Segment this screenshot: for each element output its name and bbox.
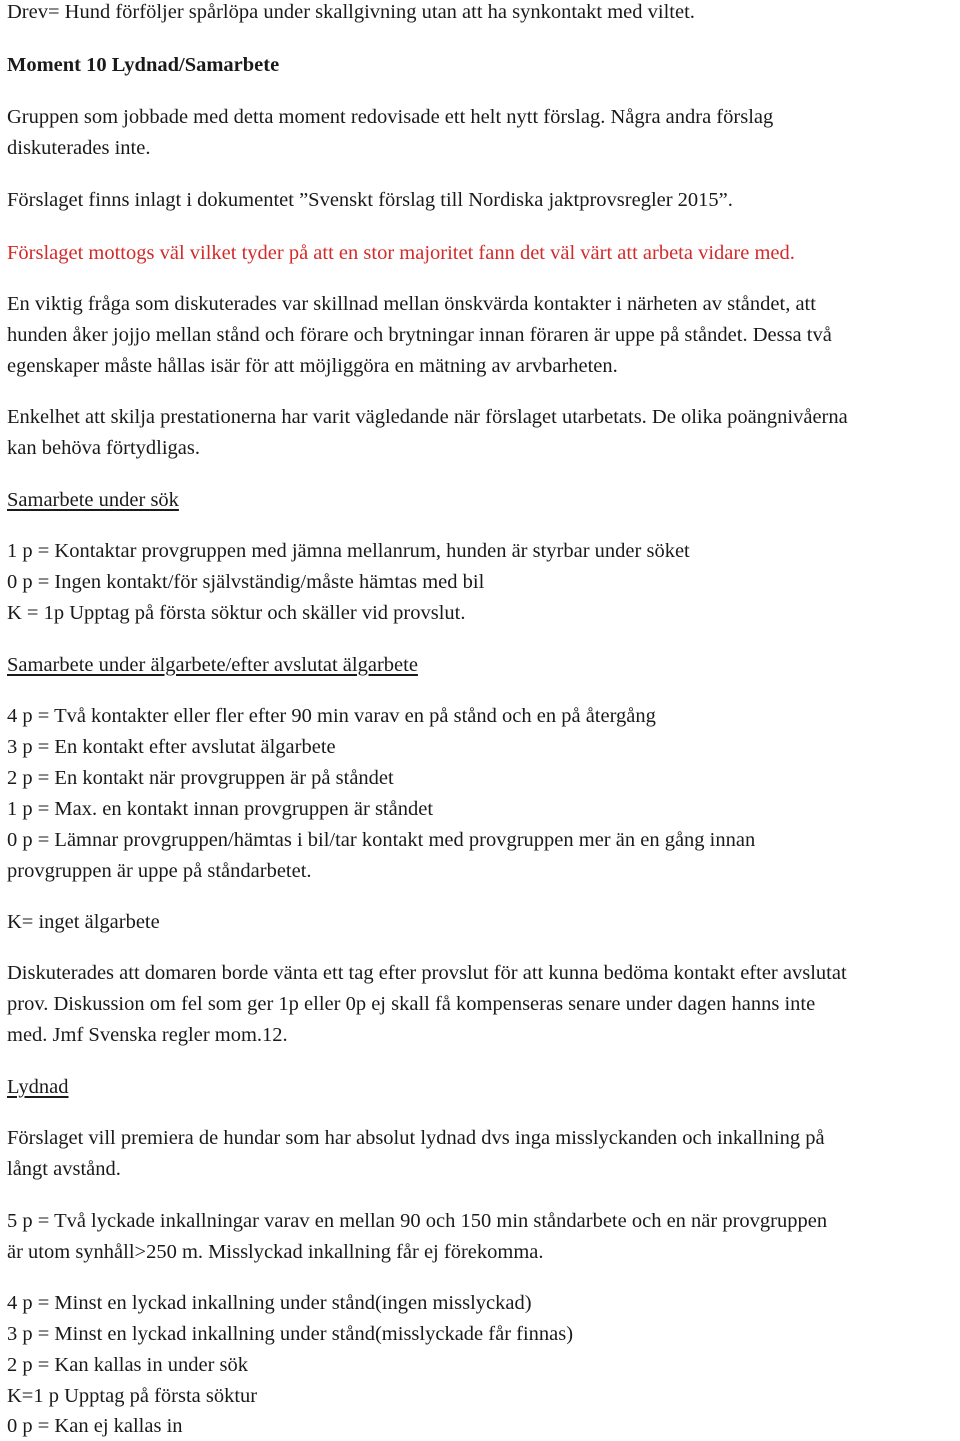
paragraph-line: En viktig fråga som diskuterades var skillnad mellan önskvärda kontakter i närheten av ståndet, att — [7, 293, 816, 315]
paragraph-line: diskuterades inte. — [7, 137, 151, 159]
section-heading-samarbete-algarbete: Samarbete under älgarbete/efter avslutat älgarbete — [7, 654, 418, 676]
score-line: 0 p = Kan ej kallas in — [7, 1415, 183, 1437]
paragraph-line: hunden åker jojjo mellan stånd och förare och brytningar innan föraren är uppe på ståndet. Dessa två — [7, 324, 832, 346]
score-line: K=1 p Upptag på första söktur — [7, 1385, 258, 1407]
score-line: 1 p = Max. en kontakt innan provgruppen är ståndet — [7, 798, 434, 820]
score-line: 4 p = Minst en lyckad inkallning under stånd(ingen misslyckad) — [7, 1292, 532, 1314]
paragraph-line: Diskuterades att domaren borde vänta ett tag efter provslut för att kunna bedöma kontakt efter avslutat — [7, 962, 847, 984]
section-heading-samarbete-sok: Samarbete under sök — [7, 489, 179, 511]
score-line: 3 p = En kontakt efter avslutat älgarbete — [7, 736, 336, 758]
score-line: 3 p = Minst en lyckad inkallning under stånd(misslyckade får finnas) — [7, 1323, 574, 1345]
paragraph-line: egenskaper måste hållas isär för att möjliggöra en mätning av arvbarheten. — [7, 355, 618, 377]
score-line: 2 p = En kontakt när provgruppen är på ståndet — [7, 767, 394, 789]
highlighted-paragraph: Förslaget mottogs väl vilket tyder på att en stor majoritet fann det väl värt att arbeta vidare med. — [7, 242, 795, 264]
score-line: 0 p = Ingen kontakt/för självständig/måste hämtas med bil — [7, 571, 485, 593]
paragraph-line: Förslaget finns inlagt i dokumentet ”Svenskt förslag till Nordiska jaktprovsregler 2015”. — [7, 189, 733, 211]
k-line: K= inget älgarbete — [7, 911, 160, 933]
score-line: provgruppen är uppe på ståndarbetet. — [7, 860, 312, 882]
paragraph-line: kan behöva förtydligas. — [7, 437, 200, 459]
score-line: 1 p = Kontaktar provgruppen med jämna mellanrum, hunden är styrbar under söket — [7, 540, 690, 562]
score-line: 0 p = Lämnar provgruppen/hämtas i bil/tar kontakt med provgruppen mer än en gång innan — [7, 829, 756, 851]
paragraph-line: Gruppen som jobbade med detta moment redovisade ett helt nytt förslag. Några andra förslag — [7, 106, 774, 128]
section-heading-lydnad: Lydnad — [7, 1076, 69, 1098]
score-line: K = 1p Upptag på första söktur och skäller vid provslut. — [7, 602, 466, 624]
score-line: 2 p = Kan kallas in under sök — [7, 1354, 249, 1376]
score-line: 5 p = Två lyckade inkallningar varav en mellan 90 och 150 min ståndarbete och en när provgruppen — [7, 1210, 828, 1232]
moment-heading: Moment 10 Lydnad/Samarbete — [7, 54, 280, 76]
score-line: 4 p = Två kontakter eller fler efter 90 min varav en på stånd och en på återgång — [7, 705, 656, 727]
paragraph-line: Enkelhet att skilja prestationerna har varit vägledande när förslaget utarbetats. De olika poängnivåerna — [7, 406, 848, 428]
score-line: är utom synhåll>250 m. Misslyckad inkallning får ej förekomma. — [7, 1241, 544, 1263]
paragraph-line: med. Jmf Svenska regler mom.12. — [7, 1024, 288, 1046]
paragraph-line: prov. Diskussion om fel som ger 1p eller 0p ej skall få kompenseras senare under dagen hanns inte — [7, 993, 816, 1015]
paragraph-line: långt avstånd. — [7, 1158, 121, 1180]
paragraph-line: Förslaget vill premiera de hundar som har absolut lydnad dvs inga misslyckanden och inkallning på — [7, 1127, 825, 1149]
drev-definition: Drev= Hund förföljer spårlöpa under skallgivning utan att ha synkontakt med viltet. — [7, 1, 695, 23]
